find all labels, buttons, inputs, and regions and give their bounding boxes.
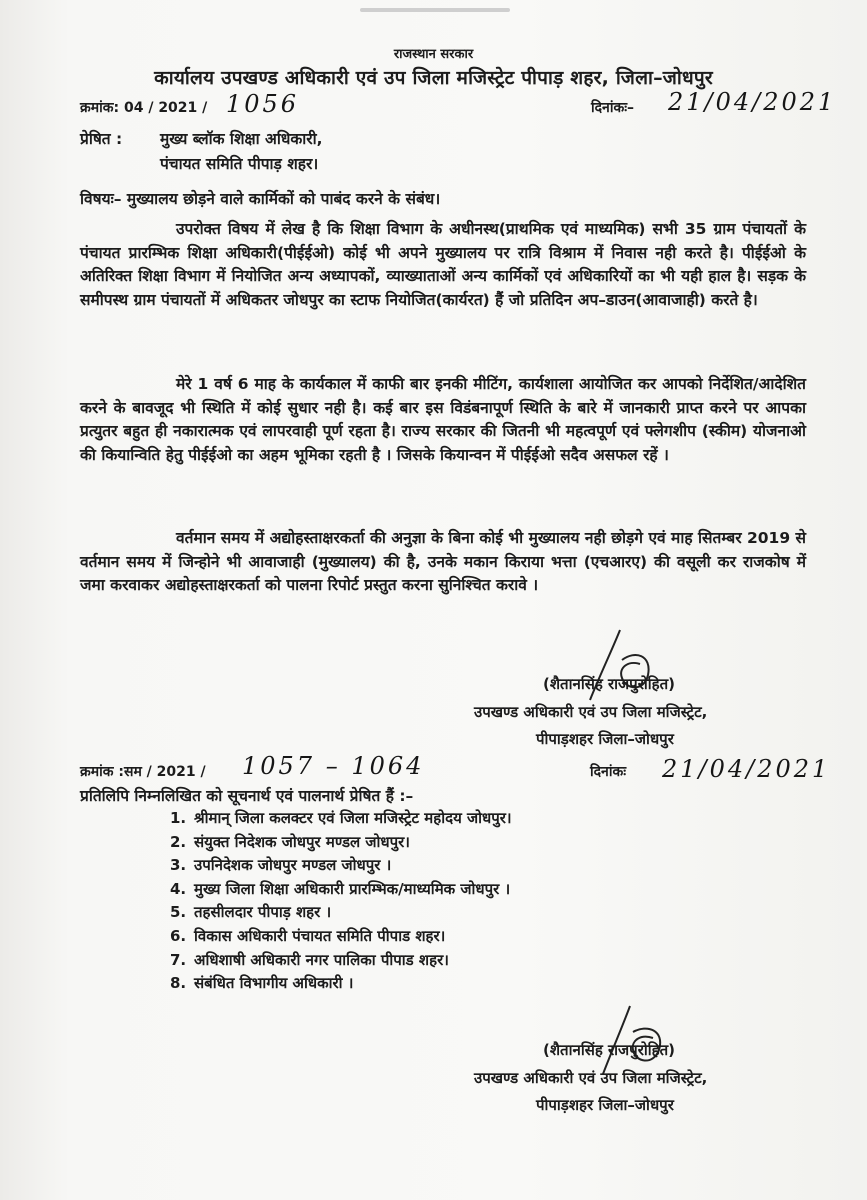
copy-ref-label: क्रमांक :सम / 2021 / <box>80 764 206 780</box>
recipient-number: 2. <box>170 832 187 851</box>
recipient-text: उपनिदेशक जोधपुर मण्डल जोधपुर । <box>194 856 392 875</box>
ref-number-handwritten: 1056 <box>226 90 300 118</box>
addressee-line-1: मुख्य ब्लॉक शिक्षा अधिकारी, <box>160 130 323 148</box>
signatory-place: पीपाड़शहर जिला–जोधपुर <box>536 730 674 748</box>
signatory-designation-2: उपखण्ड अधिकारी एवं उप जिला मजिस्ट्रेट, <box>474 1069 708 1087</box>
recipient-item <box>170 973 353 993</box>
recipient-text: तहसीलदार पीपाड़ शहर । <box>194 903 332 922</box>
recipient-number: 6. <box>170 927 187 945</box>
recipient-item <box>170 879 510 899</box>
recipient-number: 4. <box>170 879 187 898</box>
recipient-text: मुख्य जिला शिक्षा अधिकारी प्रारम्भिक/माध्यमिक जोधपुर । <box>194 879 511 898</box>
govt-heading: राजस्थान सरकार <box>393 47 474 62</box>
body-paragraph-1: उपरोक्त विषय में लेख है कि शिक्षा विभाग के अधीनस्थ(प्राथमिक एवं माध्यमिक) सभी 35 ग्राम पंचायतों के पंचायत प्रारम्भिक शिक्षा अधिकारी(पीईईओ) कोई भी अपने मुख्यालय पर रात्रि विश्राम में निवास नही करते है। पीईईओ के अतिरिक्त शिक्षा विभाग में नियोजित अन्य अध्यापकों, व्याख्याताओं अन्य कार्मिकों एवं अधिकारियों का भी यही हाल है। सड़क के समीपस्थ ग्राम पंचायतों में अधिकतर जोधपुर का स्टाफ नियोजित(कार्यरत) हैं जो प्रतिदिन अप–डाउन(आवाजाही) करते है। <box>80 220 806 309</box>
recipient-number: 5. <box>170 903 187 922</box>
to-label: प्रेषित : <box>80 130 123 148</box>
date-handwritten: 21/04/2021 <box>668 88 837 116</box>
copy-intro: प्रतिलिपि निम्नलिखित को सूचनार्थ एवं पालनार्थ प्रेषित हैं :– <box>80 787 414 805</box>
recipient-item <box>170 902 331 922</box>
body-paragraph-2: मेरे 1 वर्ष 6 माह के कार्यकाल में काफी बार इनकी मीटिंग, कार्यशाला आयोजित कर आपको निर्देशित/आदेशित करने के बावजूद भी स्थिति में कोई सुधार नही है। कई बार इस विडंबनापूर्ण स्थिति के बारे में जानकारी प्राप्त करने पर आपका प्रत्युतर बहुत ही नकारात्मक एवं लापरवाही पूर्ण रहता है। राज्य सरकार की जितनी भी महत्वपूर्ण एवं फ्लेगशीप (स्कीम) योजनाओ की कियान्विति हेतु पीईईओ का अहम भूमिका रहती है । जिसके कियान्वन में पीईईओ सदैव असफल रहें । <box>80 375 806 464</box>
signatory-name: (शैतानसिंह राजपुरोहित) <box>543 675 675 693</box>
copy-date-label: दिनांकः <box>590 764 627 780</box>
recipient-text: संबंधित विभागीय अधिकारी । <box>194 974 354 993</box>
signature-scribble <box>560 620 680 710</box>
body-paragraph-3: वर्तमान समय में अद्योहस्ताक्षरकर्ता की अनुज्ञा के बिना कोई भी मुख्यालय नही छोड़गे एवं माह सितम्बर 2019 से वर्तमान समय में जिन्होने भी आवाजाही (मुख्यालय) की है, उनके मकान किराया भत्ता (एचआरए) की वसूली कर राजकोष में जमा करवाकर अद्योहस्ताक्षरकर्ता को पालना रिपोर्ट प्रस्तुत करना सुनिश्चित करावे । <box>80 529 806 594</box>
recipient-number: 3. <box>170 856 187 875</box>
recipient-text: विकास अधिकारी पंचायत समिति पीपाड शहर। <box>194 927 446 945</box>
office-heading: कार्यालय उपखण्ड अधिकारी एवं उप जिला मजिस्ट्रेट पीपाड़ शहर, जिला–जोधपुर <box>154 67 713 89</box>
copy-ref-number-handwritten: 1057 – 1064 <box>242 752 425 780</box>
recipient-item <box>170 832 410 852</box>
recipient-number: 7. <box>170 950 187 969</box>
recipient-number: 1. <box>170 809 187 827</box>
date-label: दिनांकः– <box>591 100 635 116</box>
recipient-item <box>170 855 391 875</box>
recipient-item <box>170 808 512 828</box>
subject-line: विषयः– मुख्यालय छोड़ने वाले कार्मिकों को पाबंद करने के संबंध। <box>80 190 441 208</box>
signatory-place-2: पीपाड़शहर जिला–जोधपुर <box>536 1096 674 1114</box>
recipient-number: 8. <box>170 974 187 993</box>
recipient-text: अधिशाषी अधिकारी नगर पालिका पीपाड शहर। <box>194 950 449 969</box>
signatory-name-2: (शैतानसिंह राजपुरोहित) <box>543 1041 675 1059</box>
ref-label: क्रमांक: 04 / 2021 / <box>80 100 208 116</box>
addressee-line-2: पंचायत समिति पीपाड़ शहर। <box>160 155 319 173</box>
recipient-text: श्रीमान् जिला कलक्टर एवं जिला मजिस्ट्रेट महोदय जोधपुर। <box>194 809 512 827</box>
recipient-item <box>170 950 449 970</box>
recipient-text: संयुक्त निदेशक जोधपुर मण्डल जोधपुर। <box>194 832 410 851</box>
recipient-item <box>170 926 445 946</box>
scan-mark <box>360 8 510 12</box>
copy-date-handwritten: 21/04/2021 <box>662 755 831 783</box>
signatory-designation: उपखण्ड अधिकारी एवं उप जिला मजिस्ट्रेट, <box>474 703 708 721</box>
